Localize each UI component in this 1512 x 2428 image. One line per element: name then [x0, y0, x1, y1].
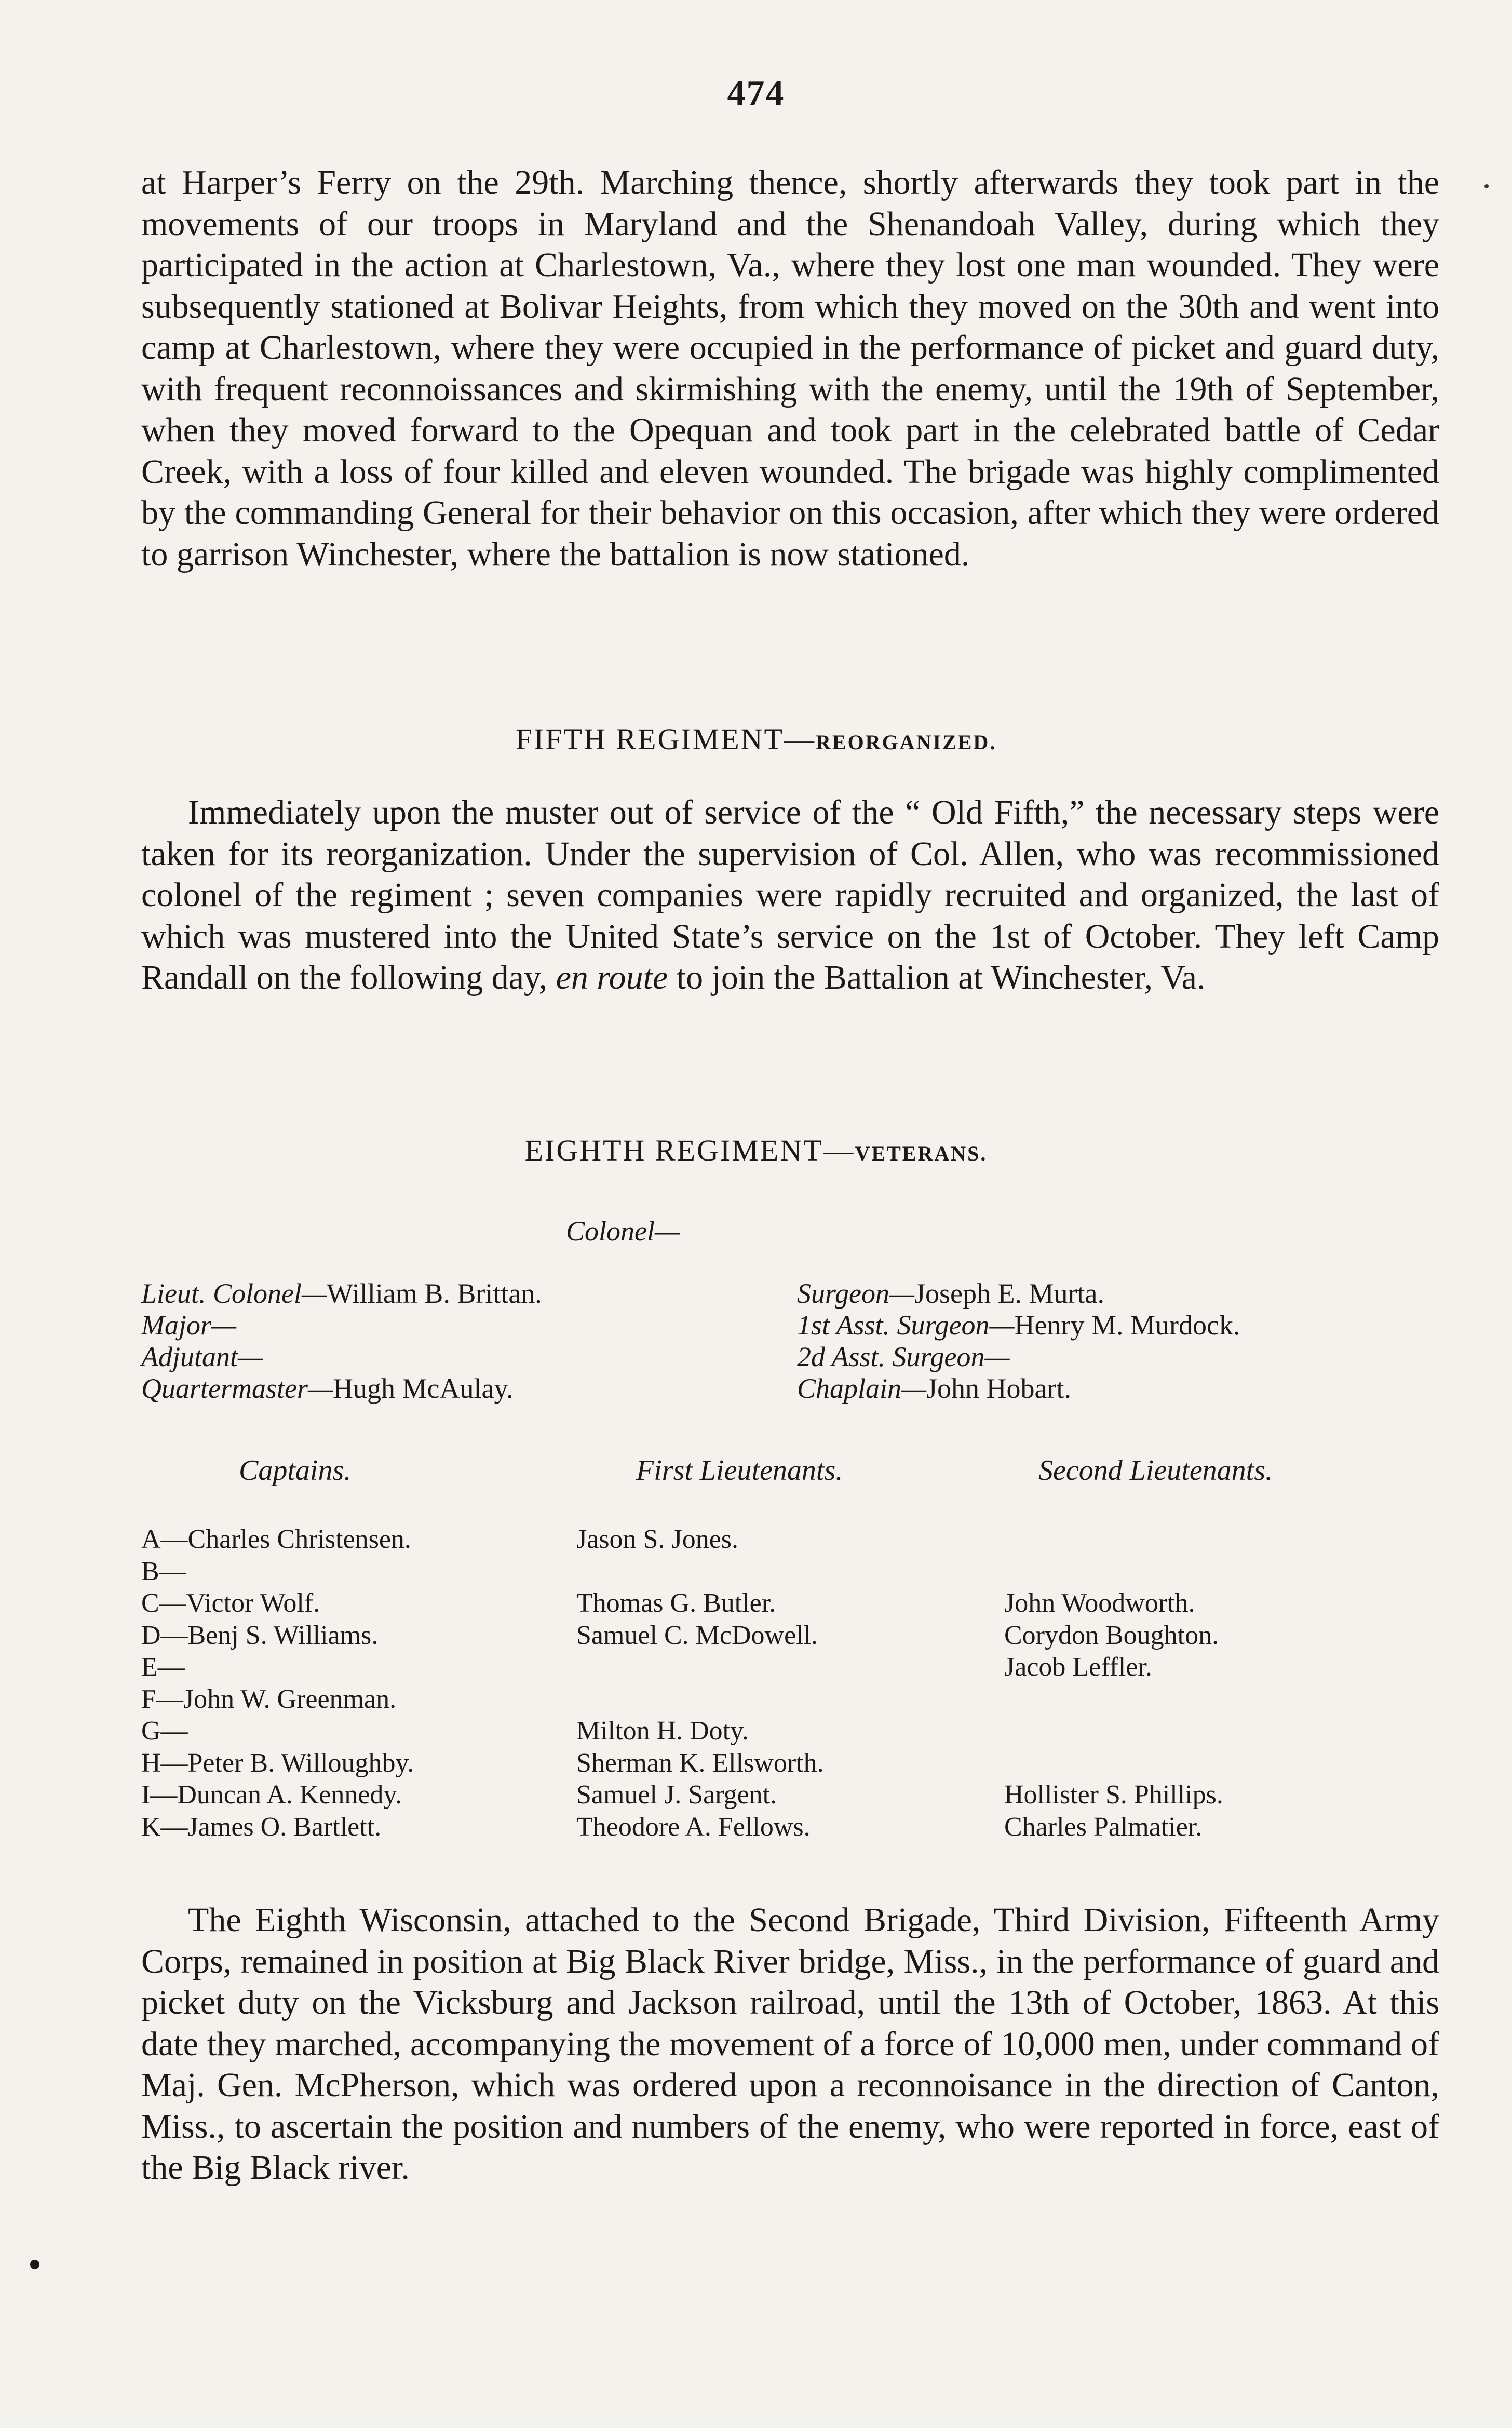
staff-role: Major—	[141, 1310, 237, 1341]
staff-row	[141, 1310, 542, 1341]
paragraph-eighth-wisconsin	[141, 1899, 1439, 2189]
speck-mark	[1484, 184, 1489, 188]
staff-row	[797, 1373, 1240, 1405]
staff-role: Lieut. Colonel—	[141, 1278, 327, 1309]
staff-name: John Hobart.	[926, 1373, 1072, 1404]
captain-cell: C—Victor Wolf.	[141, 1588, 320, 1618]
paragraph-fifth-regiment	[141, 792, 1439, 999]
second-lieutenant-cell: Jacob Leffler.	[1004, 1652, 1152, 1682]
second-lieutenant-cell: Corydon Boughton.	[1004, 1620, 1219, 1650]
captain-cell: G—	[141, 1716, 188, 1746]
roster-row	[141, 1524, 1387, 1556]
second-lieutenant-cell: John Woodworth.	[1004, 1588, 1195, 1618]
first-lieutenant-cell: Samuel J. Sargent.	[576, 1780, 777, 1810]
staff-row	[141, 1278, 542, 1310]
second-lieutenant-cell: Charles Palmatier.	[1004, 1812, 1203, 1842]
column-header-first-lieutenants: First Lieutenants.	[636, 1454, 843, 1487]
staff-right-list	[797, 1278, 1240, 1405]
heading-fifth-main: FIFTH REGIMENT—	[515, 722, 816, 756]
captain-cell: B—	[141, 1556, 186, 1586]
staff-name: Hugh McAulay.	[333, 1373, 514, 1404]
staff-role: 2d Asst. Surgeon—	[797, 1341, 1010, 1372]
staff-role: 1st Asst. Surgeon—	[797, 1310, 1015, 1341]
heading-eighth-sub: VETERANS.	[855, 1142, 988, 1165]
fifth-text-b: to join the Battalion at Winchester, Va.	[668, 959, 1206, 996]
first-lieutenant-cell: Jason S. Jones.	[576, 1525, 739, 1554]
captain-cell: E—	[141, 1652, 185, 1682]
first-lieutenant-cell: Thomas G. Butler.	[576, 1588, 776, 1618]
fifth-text-a: Immediately upon the muster out of service of the “ Old Fifth,” the necessary steps were taken for its reorganization. Under the supervision of Col. Allen, who was recommissioned colonel of the regiment ; seven companies were rapidly recruited and organized, the last of which was mustered into the United State’s service on the 1st of October. They left Camp Randall on the following day,	[141, 793, 1439, 996]
staff-name: Joseph E. Murta.	[914, 1278, 1104, 1309]
roster-row	[141, 1779, 1387, 1812]
eighth-text: The Eighth Wisconsin, attached to the Second Brigade, Third Division, Fifteenth Army Corps, remained in position at Big Black River bridge, Miss., in the performance of guard and picket duty on the Vicksburg and Jackson railroad, until the 13th of October, 1863. At this date they marched, accompanying the movement of a force of 10,000 men, under command of Maj. Gen. McPherson, which was ordered upon a reconnoisance in the direction of Canton, Miss., to ascertain the position and numbers of the enemy, who were reported in force, east of the Big Black river.	[141, 1901, 1439, 2187]
staff-role: Adjutant—	[141, 1341, 263, 1372]
fifth-italic: en route	[556, 959, 668, 996]
staff-row	[797, 1341, 1240, 1373]
staff-role: Surgeon—	[797, 1278, 914, 1309]
roster-row	[141, 1588, 1387, 1620]
roster-row	[141, 1748, 1387, 1780]
page-number: 474	[727, 73, 785, 113]
roster-row	[141, 1716, 1387, 1748]
staff-role: Quartermaster—	[141, 1373, 333, 1404]
captain-cell: I—Duncan A. Kennedy.	[141, 1780, 402, 1810]
staff-row	[797, 1310, 1240, 1341]
captain-cell: A—Charles Christensen.	[141, 1525, 411, 1554]
staff-row	[797, 1278, 1240, 1310]
captain-cell: K—James O. Bartlett.	[141, 1812, 382, 1842]
column-header-captains: Captains.	[239, 1454, 352, 1487]
margin-dot	[30, 2260, 39, 2269]
heading-fifth-regiment	[0, 722, 1512, 757]
heading-fifth-sub: REORGANIZED.	[816, 731, 997, 754]
roster-row	[141, 1812, 1387, 1844]
staff-row	[141, 1341, 542, 1373]
staff-row	[141, 1373, 542, 1405]
staff-role: Chaplain—	[797, 1373, 927, 1404]
paragraph-harpers-ferry: at Harper’s Ferry on the 29th. Marching thence, shortly afterwards they took part in the movements of our troops in Maryland and the Shenandoah Valley, during which they participated in the action at Charlestown, Va., where they lost one man wounded. They were subsequently stationed at Bolivar Heights, from which they moved on the 30th and went into camp at Charlestown, where they were occupied in the performance of picket and guard duty, with frequent reconnoissances and skirmishing with the enemy, until the 19th of September, when they moved forward to the Opequan and took part in the celebrated battle of Cedar Creek, with a loss of four killed and eleven wounded. The brigade was highly complimented by the commanding General for their behavior on this occasion, after which they were ordered to garrison Winchester, where the battalion is now stationed.	[141, 164, 1439, 573]
officer-roster	[141, 1524, 1387, 1843]
heading-eighth-regiment	[0, 1133, 1512, 1168]
first-lieutenant-cell: Milton H. Doty.	[576, 1716, 749, 1746]
roster-row	[141, 1620, 1387, 1652]
roster-row	[141, 1652, 1387, 1684]
captain-cell: D—Benj S. Williams.	[141, 1620, 379, 1650]
column-header-second-lieutenants: Second Lieutenants.	[1038, 1454, 1273, 1487]
roster-row	[141, 1556, 1387, 1588]
captain-cell: H—Peter B. Willoughby.	[141, 1748, 414, 1778]
staff-name: William B. Brittan.	[327, 1278, 542, 1309]
colonel-label: Colonel—	[566, 1216, 680, 1247]
first-lieutenant-cell: Samuel C. McDowell.	[576, 1620, 818, 1650]
second-lieutenant-cell: Hollister S. Phillips.	[1004, 1780, 1223, 1810]
heading-eighth-main: EIGHTH REGIMENT—	[524, 1134, 855, 1167]
roster-row	[141, 1684, 1387, 1716]
captain-cell: F—John W. Greenman.	[141, 1684, 397, 1714]
first-lieutenant-cell: Sherman K. Ellsworth.	[576, 1748, 824, 1778]
staff-name: Henry M. Murdock.	[1014, 1310, 1240, 1341]
staff-left-list	[141, 1278, 542, 1405]
first-lieutenant-cell: Theodore A. Fellows.	[576, 1812, 811, 1842]
